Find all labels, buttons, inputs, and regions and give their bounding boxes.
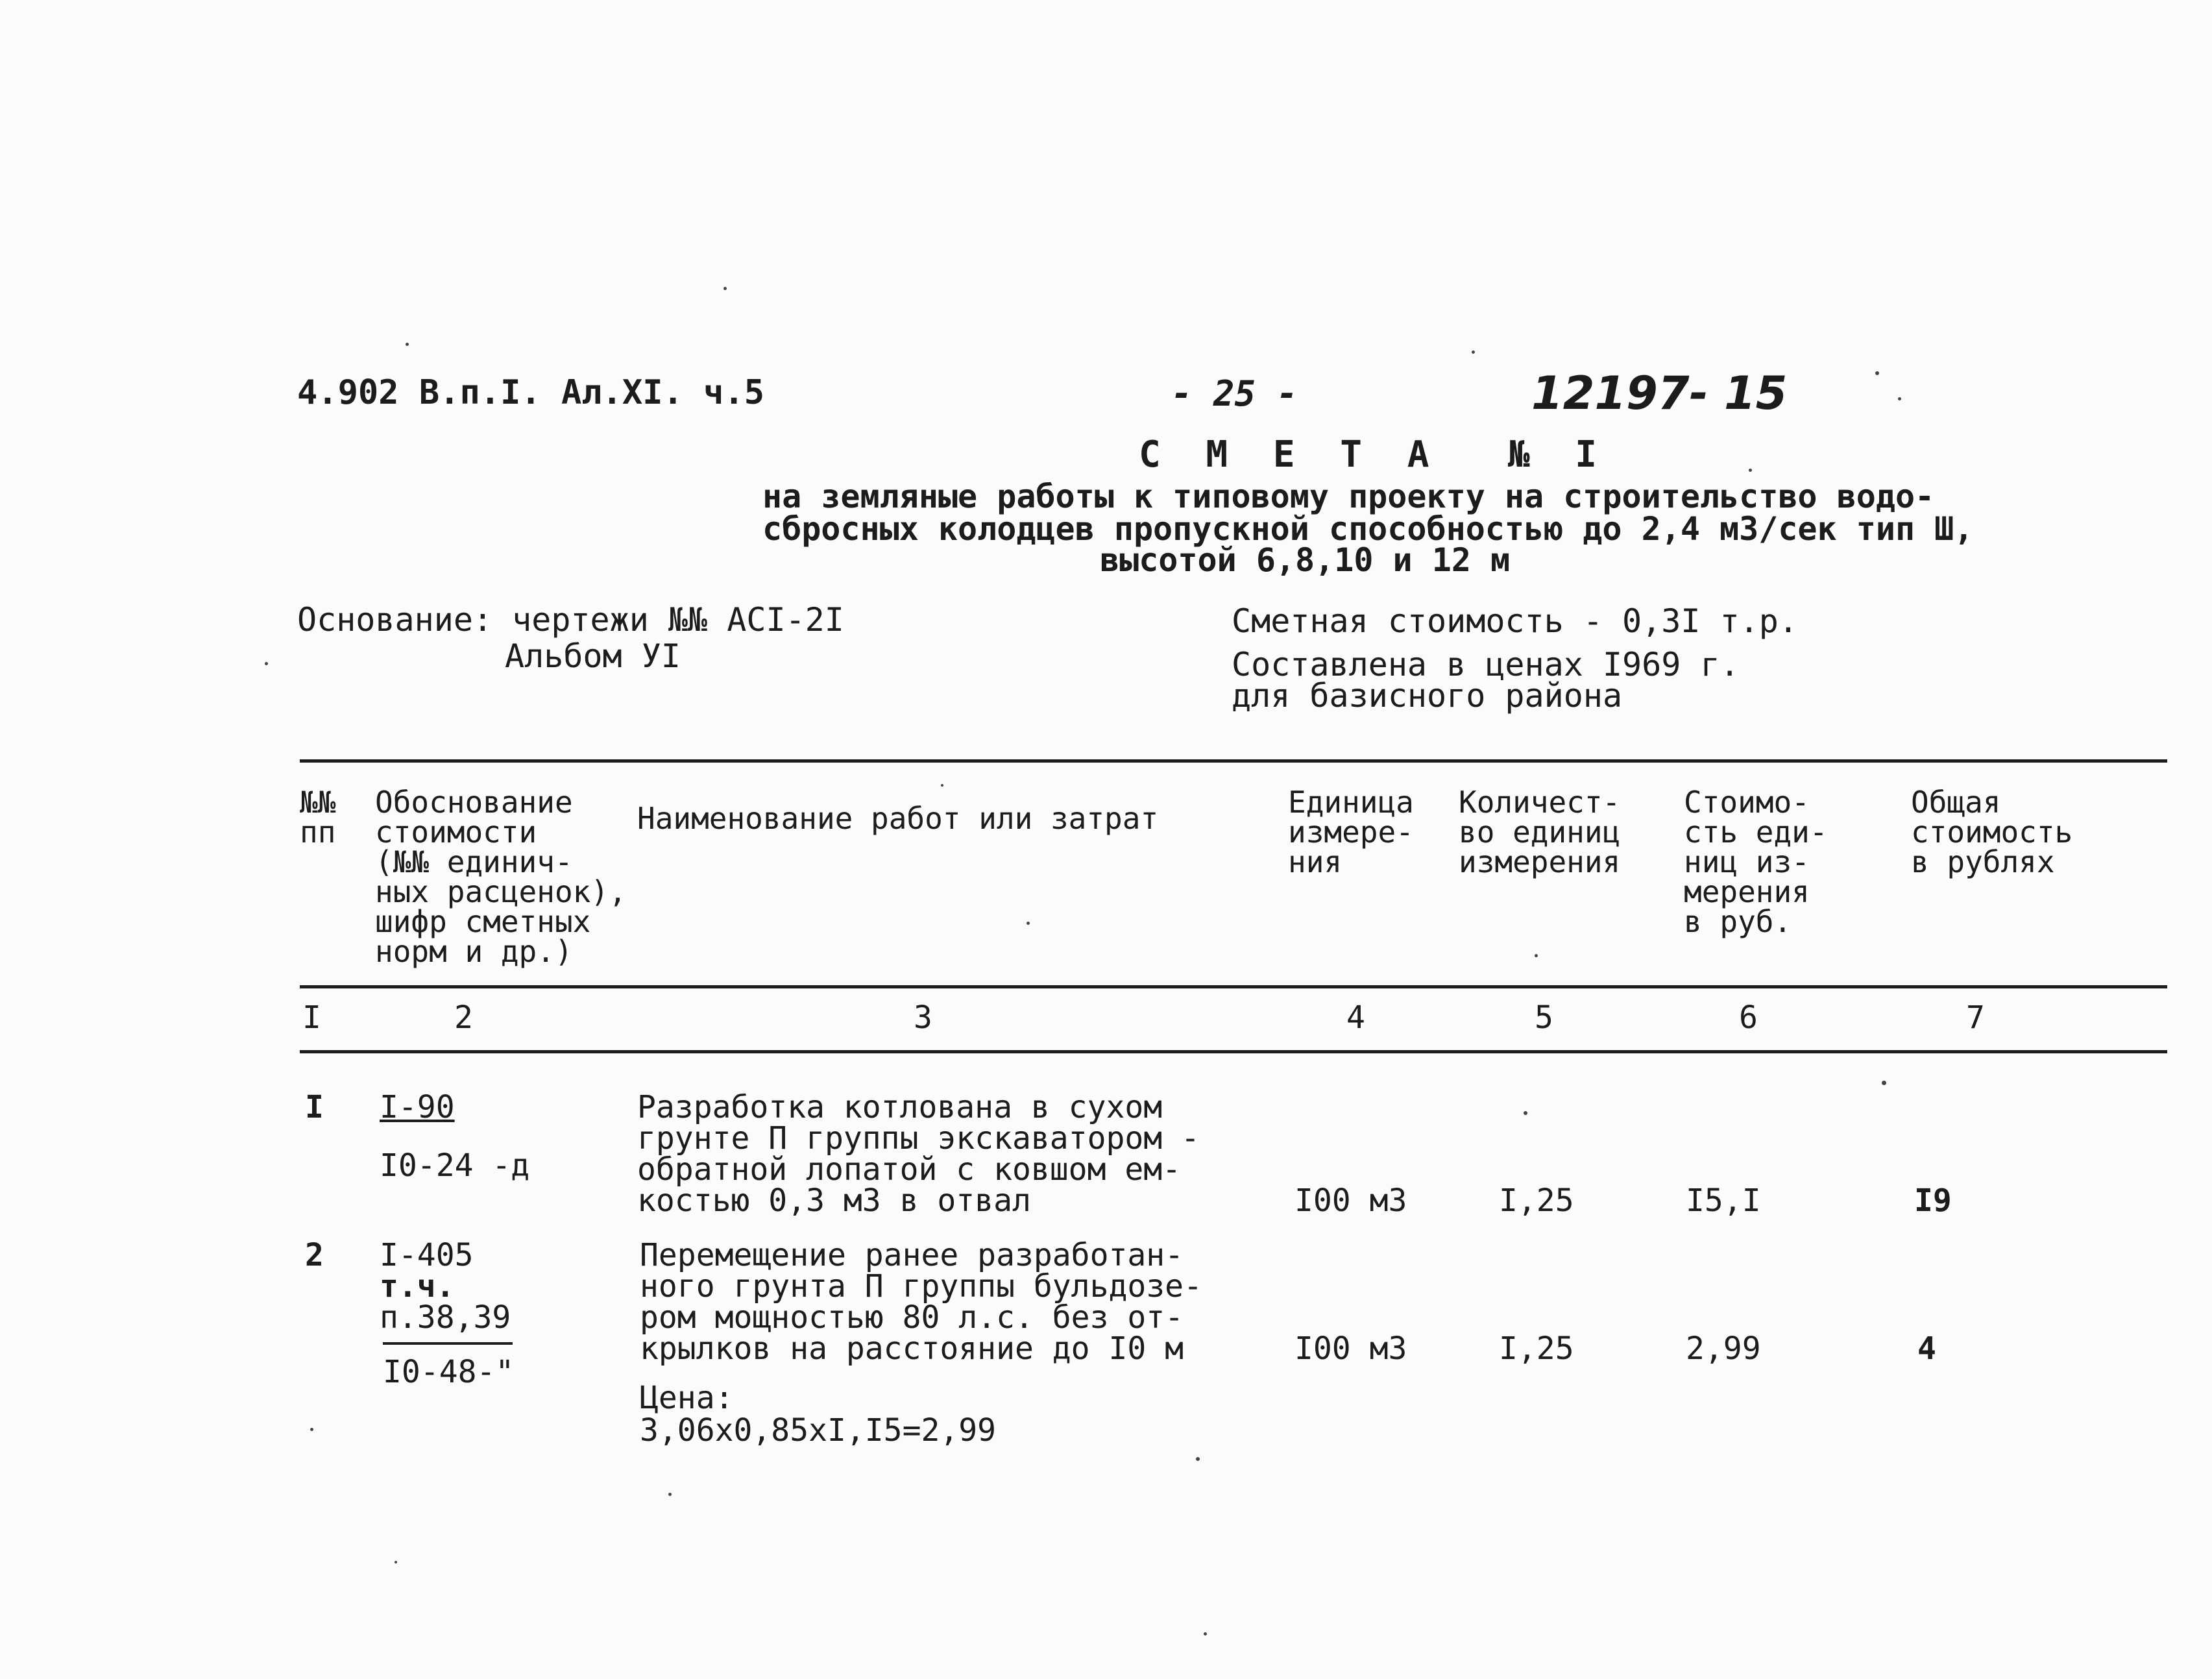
header-col7-line2: стоимость [1911,815,2073,850]
header-col6-line2: сть еди- [1684,815,1828,850]
row1-unit: I00 м3 [1294,1183,1407,1219]
row2-qty: I,25 [1499,1330,1574,1367]
header-col5-line2: во единиц [1459,815,1621,850]
row2-name-line2: ного грунта П группы бульдозе- [640,1268,1202,1305]
row2-unit-cost: 2,99 [1686,1330,1761,1367]
row2-basis-line3: п.38,39 [380,1299,511,1336]
row1-name-line3: обратной лопатой с ковшом ем- [637,1151,1182,1188]
header-col2-line6: норм и др.) [375,934,573,969]
row2-price-formula: 3,06х0,85хI,I5=2,99 [640,1412,997,1449]
header-col4-line2: измере- [1288,815,1414,850]
row2-name-line3: ром мощностью 80 л.с. без от- [640,1299,1184,1336]
colnum-4: 4 [1346,999,1365,1036]
row2-basis-line2: т.ч. [380,1268,455,1305]
header-bottom-rule [300,985,2167,988]
subtitle-line-2: сбросных колодцев пропускной способностью до 2,4 м3/сек тип Ш, [762,510,1974,548]
basis-drawings: Основание: чертежи №№ АСI-2I [297,601,844,639]
header-col7-line3: в рублях [1911,844,2055,879]
header-col2-line3: (№№ единич- [375,844,573,879]
row2-unit: I00 м3 [1294,1330,1407,1367]
colnum-3: 3 [914,999,932,1036]
row1-name-line2: грунте П группы экскаватором - [637,1120,1200,1157]
row2-total: 4 [1917,1330,1936,1367]
header-col5-line1: Количест- [1459,785,1621,820]
header-col6-line4: мерения [1684,874,1810,909]
document-number: 12197- 15 [1531,367,1788,420]
header-col1-line1: №№ [300,785,336,820]
row1-basis-line2: I0-24 -д [380,1147,530,1184]
header-col4-line3: ния [1288,844,1343,879]
header-col2-line5: шифр сметных [375,904,591,939]
row2-price-label: Цена: [640,1380,734,1416]
row1-name-line1: Разработка котлована в сухом [637,1089,1163,1125]
header-col2-line4: ных расценок), [375,874,627,909]
page-number: - 25 - [1171,373,1298,414]
header-col7-line1: Общая [1911,785,2001,820]
row2-basis-divider [383,1342,513,1345]
row2-num: 2 [305,1237,324,1273]
row2-basis-line1: I-405 [380,1237,474,1273]
colnum-6: 6 [1739,999,1758,1036]
colnum-1: I [302,999,321,1036]
estimate-cost: Сметная стоимость - 0,3I т.р. [1232,602,1798,640]
header-col2-line2: стоимости [375,815,537,850]
header-col6-line1: Стоимо- [1684,785,1810,820]
row1-qty: I,25 [1499,1183,1574,1219]
row1-total: I9 [1914,1183,1952,1219]
row1-unit-cost: I5,I [1686,1183,1761,1219]
subtitle-line-3: высотой 6,8,10 и 12 м [1100,541,1511,579]
basis-album: Альбом УI [505,637,681,675]
prices-line-2: для базисного района [1232,677,1623,715]
header-col3: Наименование работ или затрат [637,801,1159,836]
prices-line-1: Составлена в ценах I969 г. [1232,646,1740,683]
subtitle-line-1: на земляные работы к типовому проекту на строительство водо- [762,478,1935,515]
header-col5-line3: измерения [1459,844,1621,879]
row1-basis-line1: I-90 [380,1089,455,1125]
colnum-2: 2 [454,999,473,1036]
document-code: 4.902 В.п.I. Ал.XI. ч.5 [297,373,765,412]
header-col4-line1: Единица [1288,785,1414,820]
row1-num: I [305,1089,324,1125]
colnum-7: 7 [1966,999,1985,1036]
row1-name-line4: костью 0,3 м3 в отвал [637,1183,1031,1219]
row2-name-line4: крылков на расстояние до I0 м [640,1330,1184,1367]
header-col6-line3: ниц из- [1684,844,1810,879]
row2-name-line1: Перемещение ранее разработан- [640,1237,1184,1273]
table-top-rule [300,759,2167,763]
column-numbers-rule [300,1050,2167,1053]
header-col2-line1: Обоснование [375,785,573,820]
header-col6-line5: в руб. [1684,904,1792,939]
header-col1-line2: пп [300,815,336,850]
row2-basis-line4: I0-48-" [383,1354,515,1390]
estimate-title: С М Е Т А № I [1139,434,1609,476]
colnum-5: 5 [1535,999,1553,1036]
